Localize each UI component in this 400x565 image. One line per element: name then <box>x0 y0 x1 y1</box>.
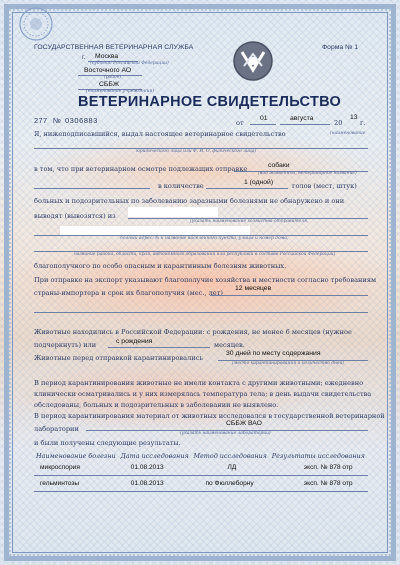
quantity-value: 1 (одной) <box>244 179 274 186</box>
quarantine-label: Животные перед отправкой карантинировались <box>34 354 203 362</box>
city-value: Москва <box>95 53 119 60</box>
subject-caption: (субъект Российской Федерации) <box>90 61 169 66</box>
district-caption: (район) <box>104 75 122 80</box>
wellbeing-period-line <box>210 295 368 296</box>
quarantine-text-4: В период карантинирования материал от животных исследовался в государственной ветеринарной <box>34 412 385 420</box>
quarantine-caption: (место карантинирования и количество дней) <box>232 361 345 366</box>
date-day: 01 <box>260 115 268 122</box>
org-caption: (наименование учреждения) <box>86 89 155 94</box>
year-suffix: г. <box>360 119 366 127</box>
residence-text: Животные находились в Российской Федерации: с рождения, не менее 6 месяцев (нужное <box>34 328 352 336</box>
health-text: больных и подозрительных по заболеванию заразными болезнями не обнаружено и они <box>34 197 345 205</box>
residence-underline-label: подчеркнуть) или <box>34 341 97 349</box>
laboratory-value: СББЖ ВАО <box>226 420 262 427</box>
date-year: 13 <box>350 114 358 121</box>
org-value: СББЖ <box>99 81 120 88</box>
results-intro: и были получены следующие результаты. <box>34 439 181 447</box>
quarantine-text-1: В период карантинирования животные не имели контакта с другими животными; ежедневно <box>34 379 364 387</box>
export-text: выводят (вывозятся) из <box>34 212 116 220</box>
animals-text: в том, что при ветеринарном осмотре подлежащих отправке <box>34 165 248 173</box>
wellbeing-text: благополучного по особо опасным и карантинным болезням животных. <box>34 262 287 270</box>
date-cell: 01.08.2013 <box>119 476 192 492</box>
city-prefix: г. <box>82 54 86 61</box>
export-caption: (указать наименование хозяйства-отправителя, <box>190 219 309 224</box>
address-caption: полный адрес: № и название населенного пункта, улицы и номер дома, <box>120 236 289 241</box>
table-row <box>34 460 368 476</box>
wellbeing-period-value: 12 месяцев <box>235 285 272 292</box>
intro-right-caption: (наименование <box>330 131 366 136</box>
header-method: Метод исследования <box>193 452 267 460</box>
disease-cell: микроспория <box>34 460 119 476</box>
intro-caption: юридического лица или Ф. И. О. физического лица) <box>136 149 257 154</box>
series-value: 277 <box>34 116 48 125</box>
header-result: Результаты исследования <box>271 452 365 460</box>
laboratory-caption: (указать наименование лаборатории) <box>180 431 271 436</box>
residence-unit: месяцев. <box>214 341 245 349</box>
header-date: Дата исследования <box>120 452 189 460</box>
result-cell: эксп. № 878 отр <box>270 476 368 492</box>
results-table <box>34 452 368 492</box>
date-month: августа <box>290 115 314 122</box>
date-from-label: от <box>236 119 244 127</box>
seal-icon <box>18 6 54 42</box>
residence-line <box>108 347 210 348</box>
quarantine-text-3: обследованы, больных и подозрительных в заболевании не выявлено. <box>34 401 279 409</box>
quantity-unit: голов (мест, штук) <box>292 182 357 190</box>
species-caption: (вид животных, ветеринарное название) <box>258 171 357 176</box>
number-sign: № <box>53 116 61 125</box>
disease-cell: гельминтозы <box>34 476 119 492</box>
region-caption: название района, области, края, автономного образования или республики в составе Российской Федерации) <box>74 252 336 257</box>
year-prefix: 20 <box>334 119 343 127</box>
species-continuation-line <box>34 188 150 189</box>
header-disease: Наименование болезни <box>36 452 116 460</box>
document-title: ВЕТЕРИНАРНОЕ СВИДЕТЕЛЬСТВО <box>78 94 342 110</box>
wellbeing-period-label: страны-импортера и срок их благополучия (мес., лет) <box>34 289 223 297</box>
quantity-line <box>206 188 288 189</box>
quantity-label: в количестве <box>158 182 204 190</box>
method-cell: ЛД <box>191 460 269 476</box>
export-requirements-text: При отправке на экспорт указывают благополучие хозяйства и местности согласно требованиям <box>34 276 377 284</box>
method-cell: по Фюллеборну <box>191 476 269 492</box>
certificate-number: 0306883 <box>65 116 98 125</box>
redaction <box>60 226 250 235</box>
blank-line <box>34 312 368 313</box>
form-number: Форма № 1 <box>322 44 359 51</box>
residence-value: с рождения <box>116 338 153 345</box>
quarantine-text-2: клинически осматривались и у них измерялась температура тела; в день выдачи свидетельства <box>34 390 372 398</box>
species-value: собаки <box>268 162 290 169</box>
redaction <box>128 207 218 217</box>
date-cell: 01.08.2013 <box>119 460 192 476</box>
service-name: ГОСУДАРСТВЕННАЯ ВЕТЕРИНАРНАЯ СЛУЖБА <box>34 44 194 51</box>
date-month-line <box>280 124 330 125</box>
district-value: Восточного АО <box>84 67 132 74</box>
emblem-icon <box>232 40 274 82</box>
date-day-line <box>250 124 276 125</box>
intro-text: Я, нижеподписавшийся, выдал настоящее ветеринарное свидетельство <box>34 130 286 138</box>
results-header-row <box>34 452 368 460</box>
result-cell: эксп. № 878 отр <box>270 460 368 476</box>
laboratory-label: лаборатории <box>34 425 79 433</box>
table-row <box>34 476 368 492</box>
quarantine-value: 30 дней по месту содержания <box>226 350 321 357</box>
